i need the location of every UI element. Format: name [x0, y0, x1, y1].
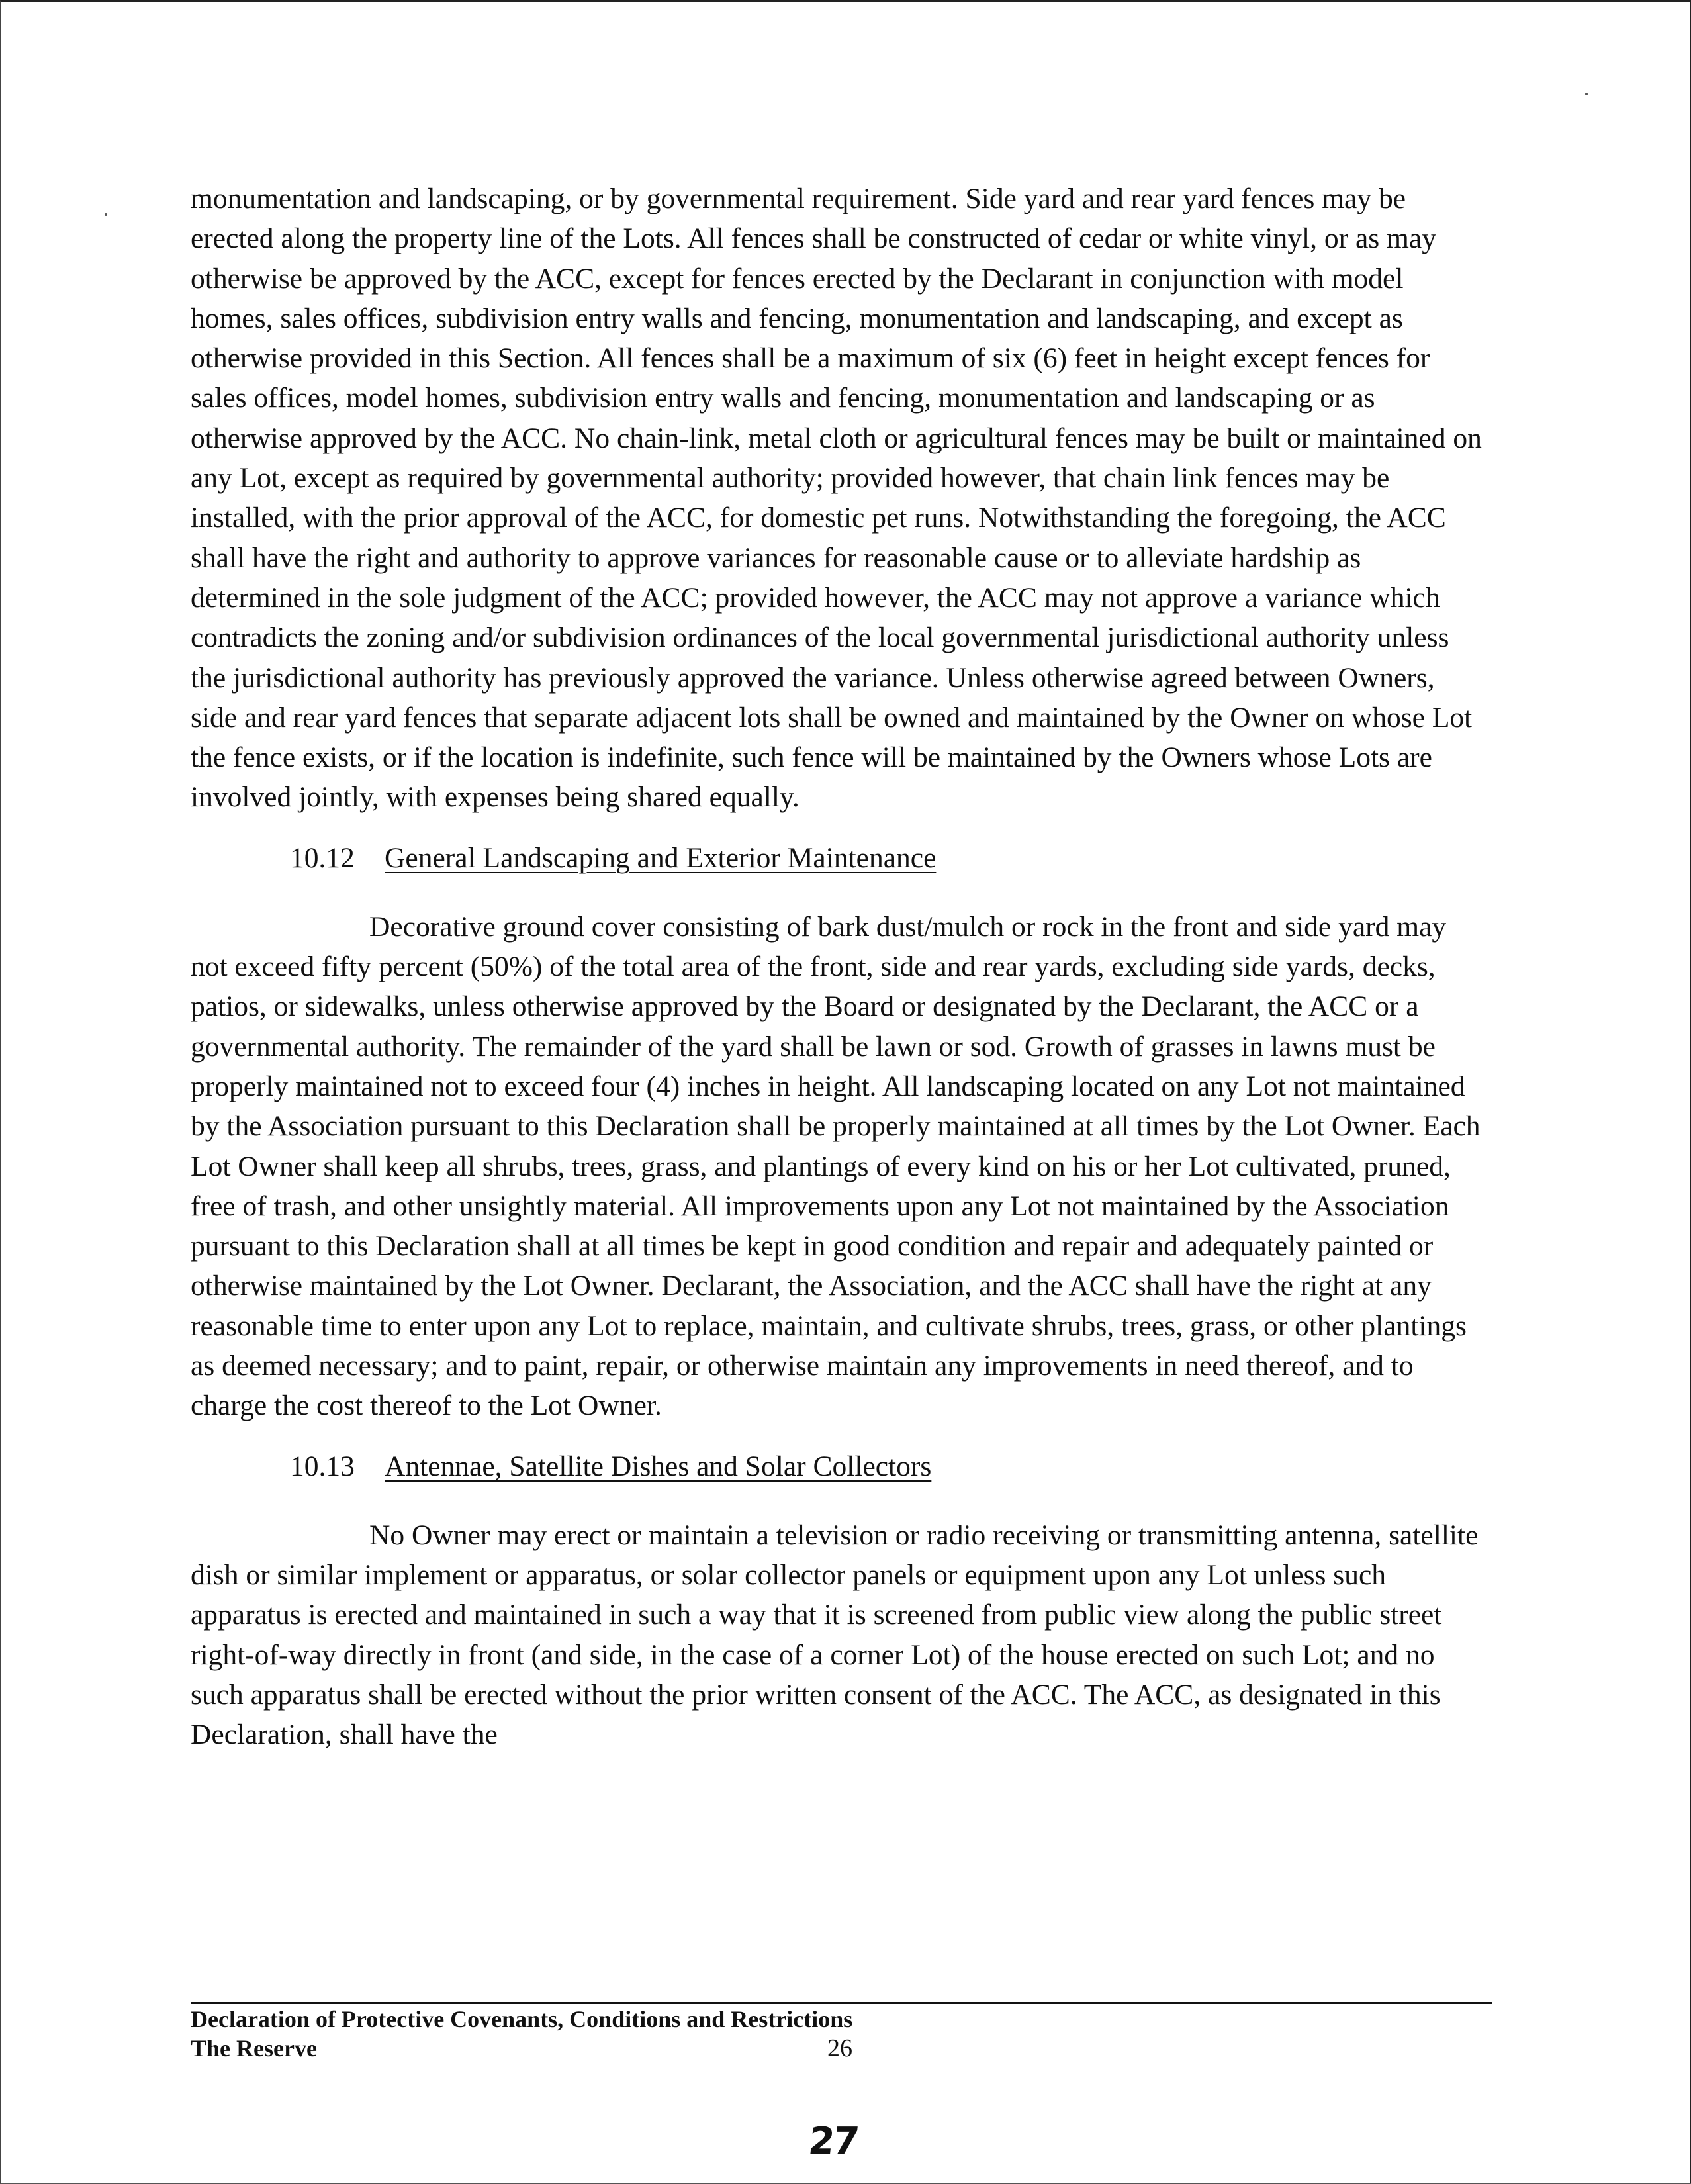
- section-number: 10.13: [290, 1450, 355, 1482]
- footer-divider: [191, 2002, 1492, 2004]
- scan-speck: [105, 213, 107, 216]
- section-title: Antennae, Satellite Dishes and Solar Collectors: [385, 1450, 932, 1482]
- footer-subtitle-line: [191, 2034, 1492, 2063]
- paragraph-gap: [191, 1426, 1488, 1447]
- paragraph-gap: [191, 1486, 1488, 1515]
- page-footer: [191, 2005, 1492, 2063]
- section-body-10-13: No Owner may erect or maintain a television or radio receiving or transmitting antenna, satellite dish or similar implement or apparatus, or solar collector panels or equipment upon any Lot unless such apparatus is erected and maintained in such a way that it is screened from public view along the public street right-of-way directly in front (and side, in the case of a corner Lot) of the house erected on such Lot; and no such apparatus shall be erected without the prior written consent of the ACC. The ACC, as designated in this Declaration, shall have the: [191, 1519, 1479, 1751]
- section-title: General Landscaping and Exterior Maintenance: [385, 841, 937, 874]
- footer-title: Declaration of Protective Covenants, Conditions and Restrictions: [191, 2006, 853, 2032]
- scan-speck: [1585, 93, 1588, 95]
- footer-subtitle: The Reserve: [191, 2035, 317, 2062]
- printed-page-number: 26: [827, 2034, 852, 2062]
- continued-paragraph: monumentation and landscaping, or by governmental requirement. Side yard and rear yard fences may be erected along the property line of the Lots. All fences shall be constructed of cedar or white vinyl, or as may otherwise be approved by the ACC, except for fences erected by the Declarant in conjunction with model homes, sales offices, subdivision entry walls and fencing, monumentation and landscaping, and except as otherwise provided in this Section. All fences shall be a maximum of six (6) feet in height except fences for sales offices, model homes, subdivision entry walls and fencing, monumentation and landscaping or as otherwise approved by the ACC. No chain-link, metal cloth or agricultural fences may be built or maintained on any Lot, except as required by governmental authority; provided however, that chain link fences may be installed, with the prior approval of the ACC, for domestic pet runs. Notwithstanding the foregoing, the ACC shall have the right and authority to approve variances for reasonable cause or to alleviate hardship as determined in the sole judgment of the ACC; provided however, the ACC may not approve a variance which contradicts the zoning and/or subdivision ordinances of the local governmental jurisdictional authority unless the jurisdictional authority has previously approved the variance. Unless otherwise agreed between Owners, side and rear yard fences that separate adjacent lots shall be owned and maintained by the Owner on whose Lot the fence exists, or if the location is indefinite, such fence will be maintained by the Owners whose Lots are involved jointly, with expenses being shared equally.: [191, 183, 1482, 814]
- section-heading-10-13: [191, 1447, 1488, 1486]
- section-heading-10-12: [191, 838, 1488, 878]
- section-number: 10.12: [290, 841, 355, 874]
- paragraph-gap: [191, 818, 1488, 838]
- paragraph-gap: [191, 878, 1488, 907]
- handwritten-page-number: 27: [806, 2120, 860, 2163]
- section-body-10-12: Decorative ground cover consisting of bark dust/mulch or rock in the front and side yard may not exceed fifty percent (50%) of the total area of the front, side and rear yards, excluding side yards, decks, patios, or sidewalks, unless otherwise approved by the Board or designated by the Declarant, the ACC or a governmental authority. The remainder of the yard shall be lawn or sod. Growth of grasses in lawns must be properly maintained not to exceed four (4) inches in height. All landscaping located on any Lot not maintained by the Association pursuant to this Declaration shall be properly maintained at all times by the Lot Owner. Each Lot Owner shall keep all shrubs, trees, grass, and plantings of every kind on his or her Lot cultivated, pruned, free of trash, and other unsightly material. All improvements upon any Lot not maintained by the Association pursuant to this Declaration shall at all times be kept in good condition and repair and adequately painted or otherwise maintained by the Lot Owner. Declarant, the Association, and the ACC shall have the right at any reasonable time to enter upon any Lot to replace, maintain, and cultivate shrubs, trees, grass, or other plantings as deemed necessary; and to paint, repair, or otherwise maintain any improvements in need thereof, and to charge the cost thereof to the Lot Owner.: [191, 910, 1481, 1422]
- document-body: [191, 179, 1488, 1754]
